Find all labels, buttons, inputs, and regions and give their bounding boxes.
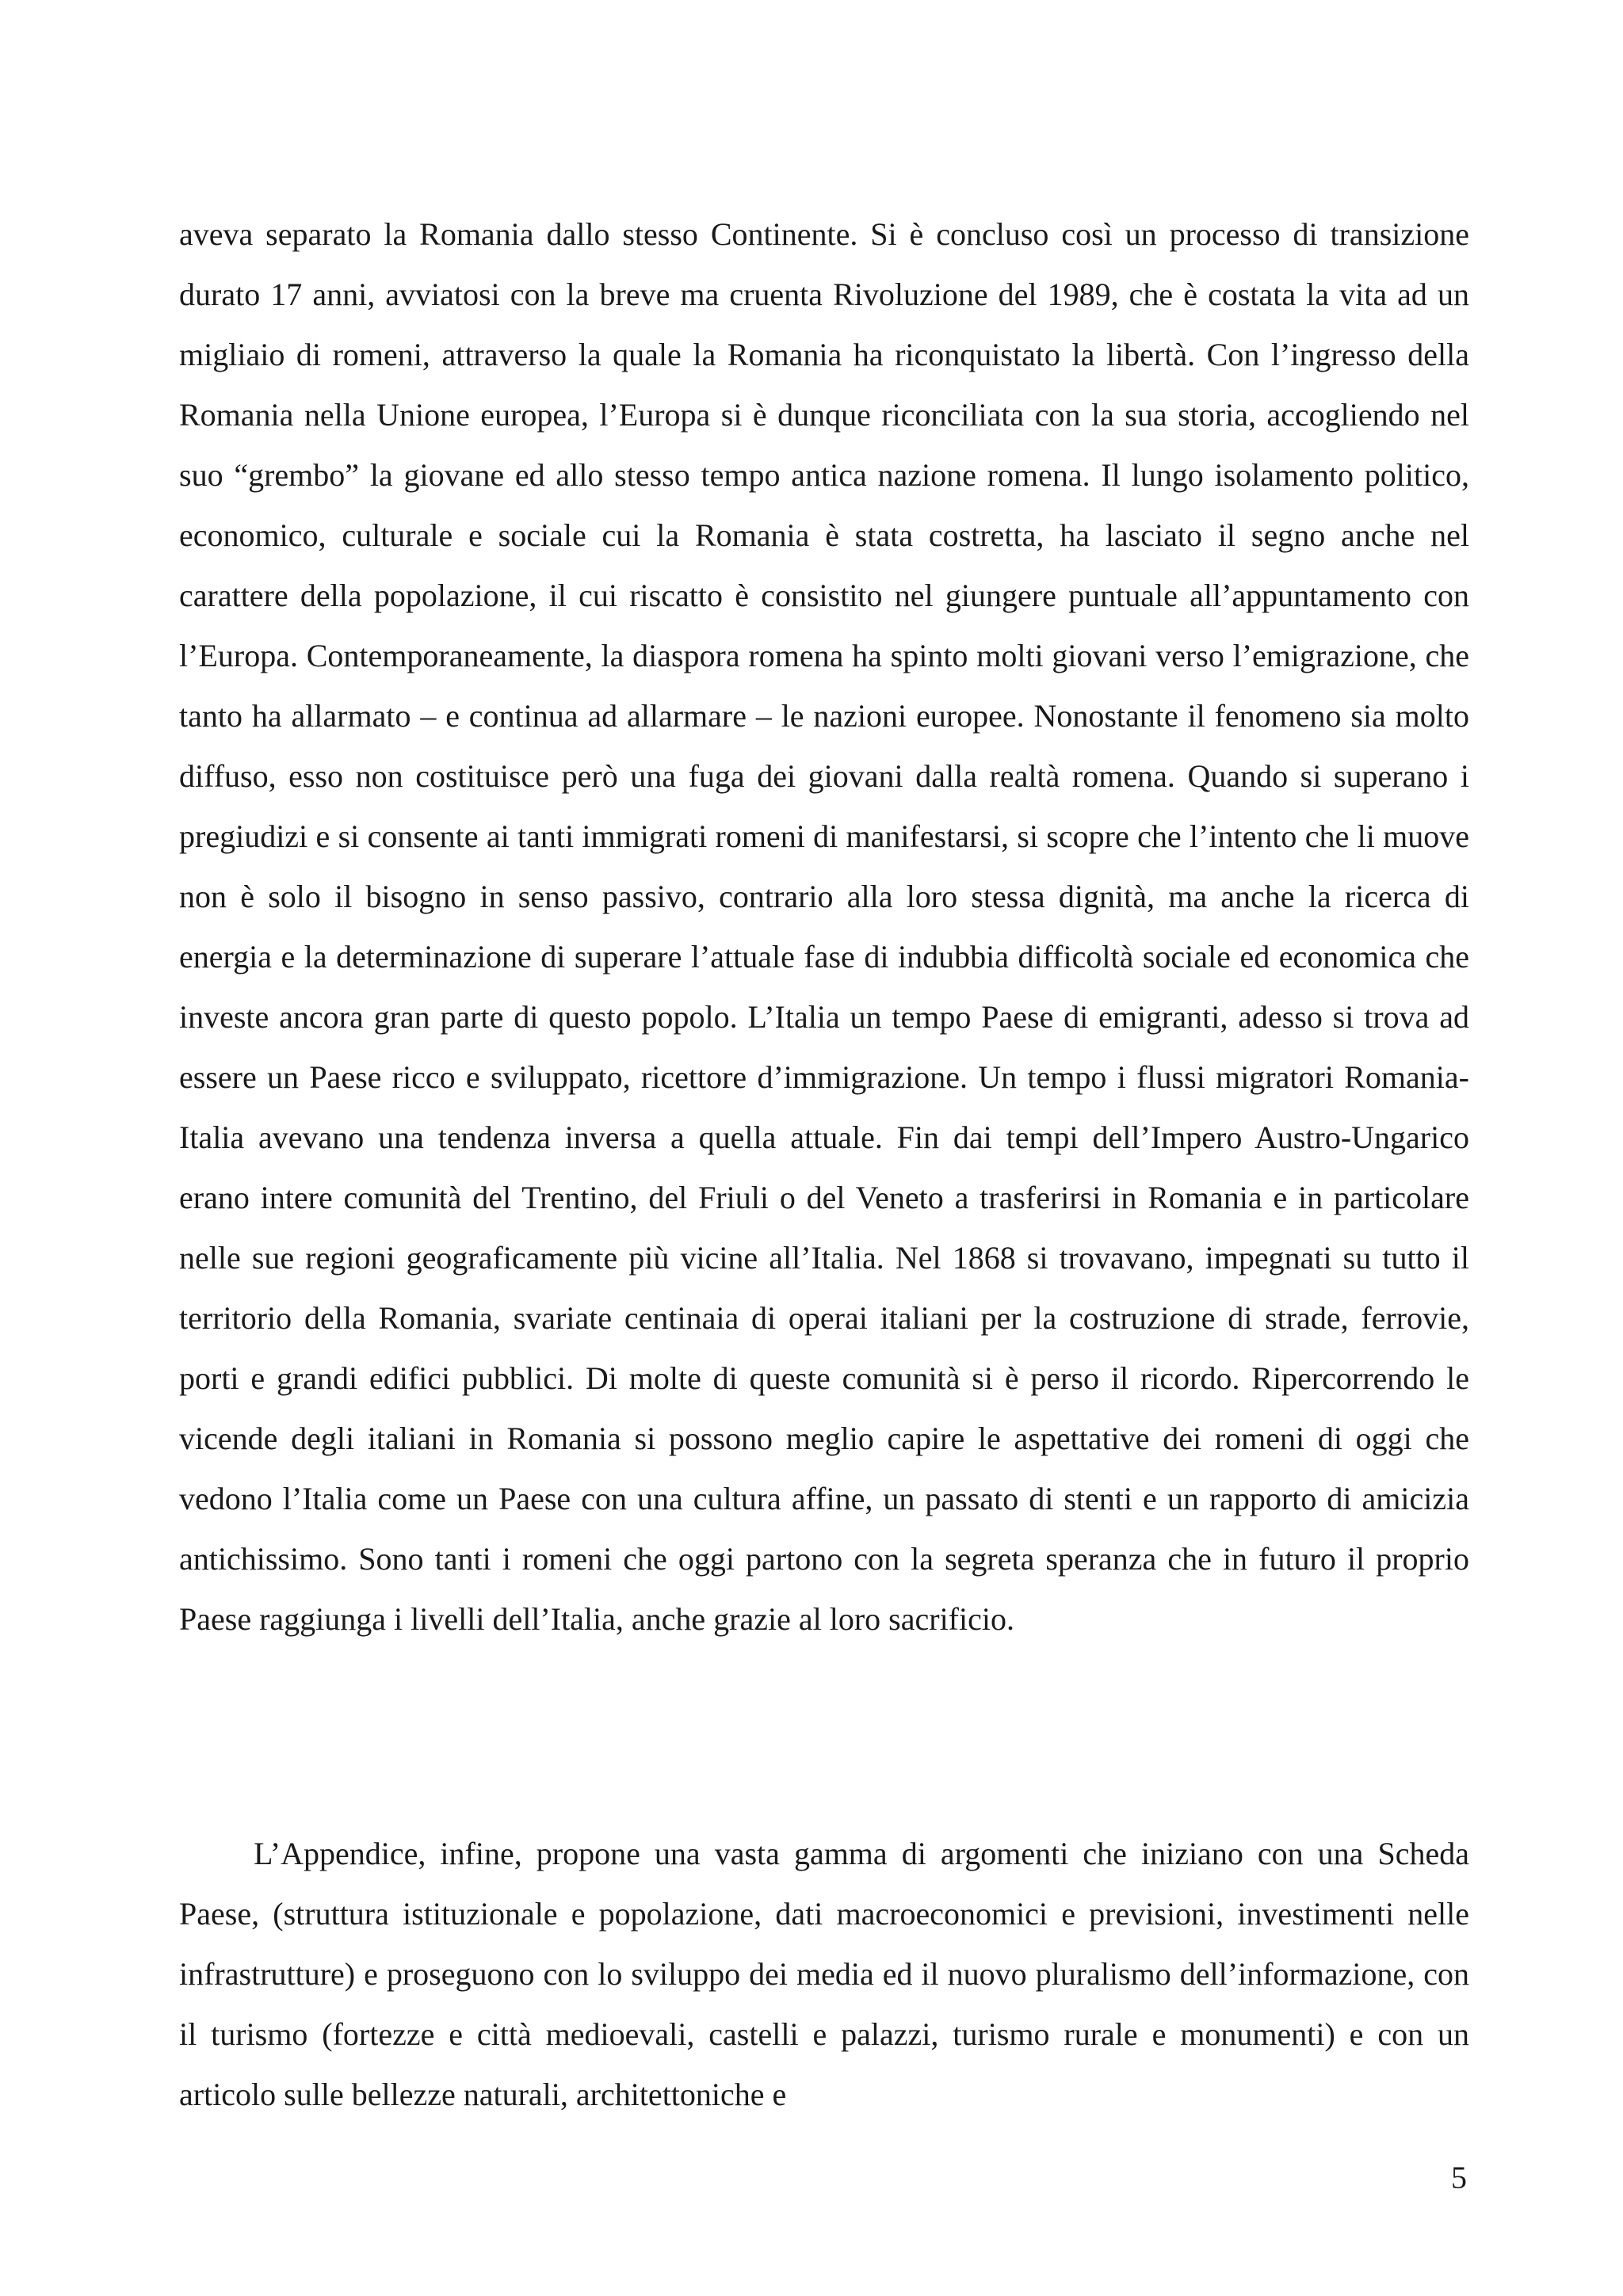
body-paragraph-1: aveva separato la Romania dallo stesso Continente. Si è concluso così un processo di transizione durato 17 anni, avviatosi con la breve ma cruenta Rivoluzione del 1989, che è costata la vita ad un migliaio di romeni, attraverso la quale la Romania ha riconquistato la libertà. Con l’ingresso della Romania nella Unione europea, l’Europa si è dunque riconciliata con la sua storia, accogliendo nel suo “grembo” la giovane ed allo stesso tempo antica nazione romena. Il lungo isolamento politico, economico, culturale e sociale cui la Romania è stata costretta, ha lasciato il segno anche nel carattere della popolazione, il cui riscatto è consistito nel giungere puntuale all’appuntamento con l’Europa. Contemporaneamente, la diaspora romena ha spinto molti giovani verso l’emigrazione, che tanto ha allarmato – e continua ad allarmare – le nazioni europee. Nonostante il fenomeno sia molto diffuso, esso non costituisce però una fuga dei giovani dalla realtà romena. Quando si superano i pregiudizi e si consente ai tanti immigrati romeni di manifestarsi, si scopre che l’intento che li muove non è solo il bisogno in senso passivo, contrario alla loro stessa dignità, ma anche la ricerca di energia e la determinazione di superare l’attuale fase di indubbia difficoltà sociale ed economica che investe ancora gran parte di questo popolo. L’Italia un tempo Paese di emigranti, adesso si trova ad essere un Paese ricco e sviluppato, ricettore d’immigrazione. Un tempo i flussi migratori Romania-Italia avevano una tendenza inversa a quella attuale. Fin dai tempi dell’Impero Austro-Ungarico erano intere comunità del Trentino, del Friuli o del Veneto a trasferirsi in Romania e in particolare nelle sue regioni geograficamente più vicine all’Italia. Nel 1868 si trovavano, impegnati su tutto il territorio della Romania, svariate centinaia di operai italiani per la costruzione di strade, ferrovie, porti e grandi edifici pubblici. Di molte di queste comunità si è perso il ricordo. Ripercorrendo le vicende degli italiani in Romania si possono meglio capire le aspettative dei romeni di oggi che vedono l’Italia come un Paese con una cultura affine, un passato di stenti e un rapporto di amicizia antichissimo. Sono tanti i romeni che oggi partono con la segreta speranza che in futuro il proprio Paese raggiunga i livelli dell’Italia, anche grazie al loro sacrificio. bbox=[179, 216, 1469, 1637]
body-paragraph-2: L’Appendice, infine, propone una vasta gamma di argomenti che iniziano con una Scheda Paese, (struttura istituzionale e popolazione, dati macroeconomici e previsioni, investimenti nelle infrastrutture) e proseguono con lo sviluppo dei media ed il nuovo pluralismo dell’informazione, con il turismo (fortezze e città medioevali, castelli e palazzi, turismo rurale e monumenti) e con un articolo sulle bellezze naturali, architettoniche e bbox=[179, 1836, 1469, 2112]
page-number: 5 bbox=[1451, 2160, 1467, 2195]
